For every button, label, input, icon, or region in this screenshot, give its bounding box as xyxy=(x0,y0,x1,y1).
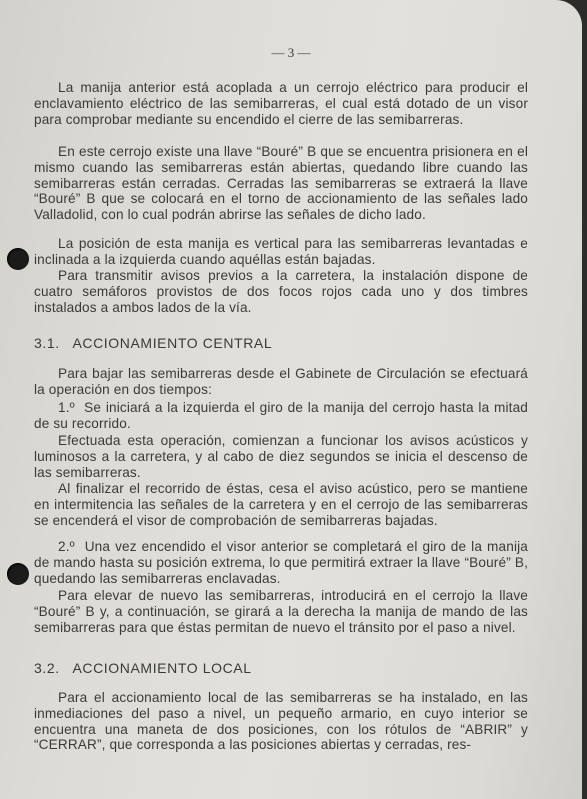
numbered-step: 1.º Se iniciará a la izquierda el giro de la manija del cerrojo hasta la mitad de su recorrido. xyxy=(34,400,532,431)
numbered-step: 2.º Una vez encendido el visor anterior se completará el giro de la manija de mando hasta su posición extrema, lo que permitirá extraer la llave “Bouré” B, quedando las semibarreras enclavadas. xyxy=(34,539,532,586)
binder-hole-top xyxy=(7,248,29,270)
paragraph: En este cerrojo existe una llave “Bouré” B que se encuentra prisionera en el mismo cuando las semibarreras están abiertas, quedando libre cuando las semibarreras están cerradas. Cerradas las semibarreras se extraerá la llave “Bouré” B que se colocará en el torno de accionamiento de las señales lado Valladolid, con lo cual podrán abrirse las señales de dicho lado. xyxy=(34,144,528,223)
paragraph: Para transmitir avisos previos a la carretera, la instalación dispone de cuatro semáforos provistos de dos focos rojos cada uno y dos timbres instalados a ambos lados de la vía. xyxy=(34,268,528,315)
section-heading: 3.1. ACCIONAMIENTO CENTRAL xyxy=(34,335,273,351)
paragraph: La posición de esta manija es vertical para las semibarreras levantadas e inclinada a la izquierda cuando aquéllas están bajadas. xyxy=(34,236,528,267)
paragraph: Al finalizar el recorrido de éstas, cesa el aviso acústico, pero se mantiene en intermitencia las señales de la carretera y en el cerrojo de las semibarreras se encenderá el visor de comprobación de semibarreras bajadas. xyxy=(34,481,528,528)
paragraph: Para el accionamiento local de las semibarreras se ha instalado, en las inmediaciones del paso a nivel, un pequeño armario, en cuyo interior se encuentra una maneta de dos posiciones, con los rótulos de “ABRIR” y “CERRAR”, que corresponda a las posiciones abiertas y cerradas, res- xyxy=(34,690,528,753)
page-number: — 3 — xyxy=(271,45,311,60)
paragraph: Efectuada esta operación, comienzan a funcionar los avisos acústicos y luminosos a la carretera, y al cabo de diez segundos se inicia el descenso de las semibarreras. xyxy=(34,433,528,480)
binder-hole-bottom xyxy=(7,563,29,585)
paragraph: La manija anterior está acoplada a un cerrojo eléctrico para producir el enclavamiento eléctrico de las semibarreras, el cual está dotado de un visor para comprobar mediante su encendido el cierre de las semibarreras. xyxy=(34,80,528,127)
paragraph: Para elevar de nuevo las semibarreras, introducirá en el cerrojo la llave “Bouré” B y, a continuación, se girará a la derecha la manija de mando de las semibarreras para que éstas permitan de nuevo el tránsito por el paso a nivel. xyxy=(34,588,528,635)
paragraph: Para bajar las semibarreras desde el Gabinete de Circulación se efectuará la operación en dos tiempos: xyxy=(34,366,528,397)
section-heading: 3.2. ACCIONAMIENTO LOCAL xyxy=(34,660,252,676)
